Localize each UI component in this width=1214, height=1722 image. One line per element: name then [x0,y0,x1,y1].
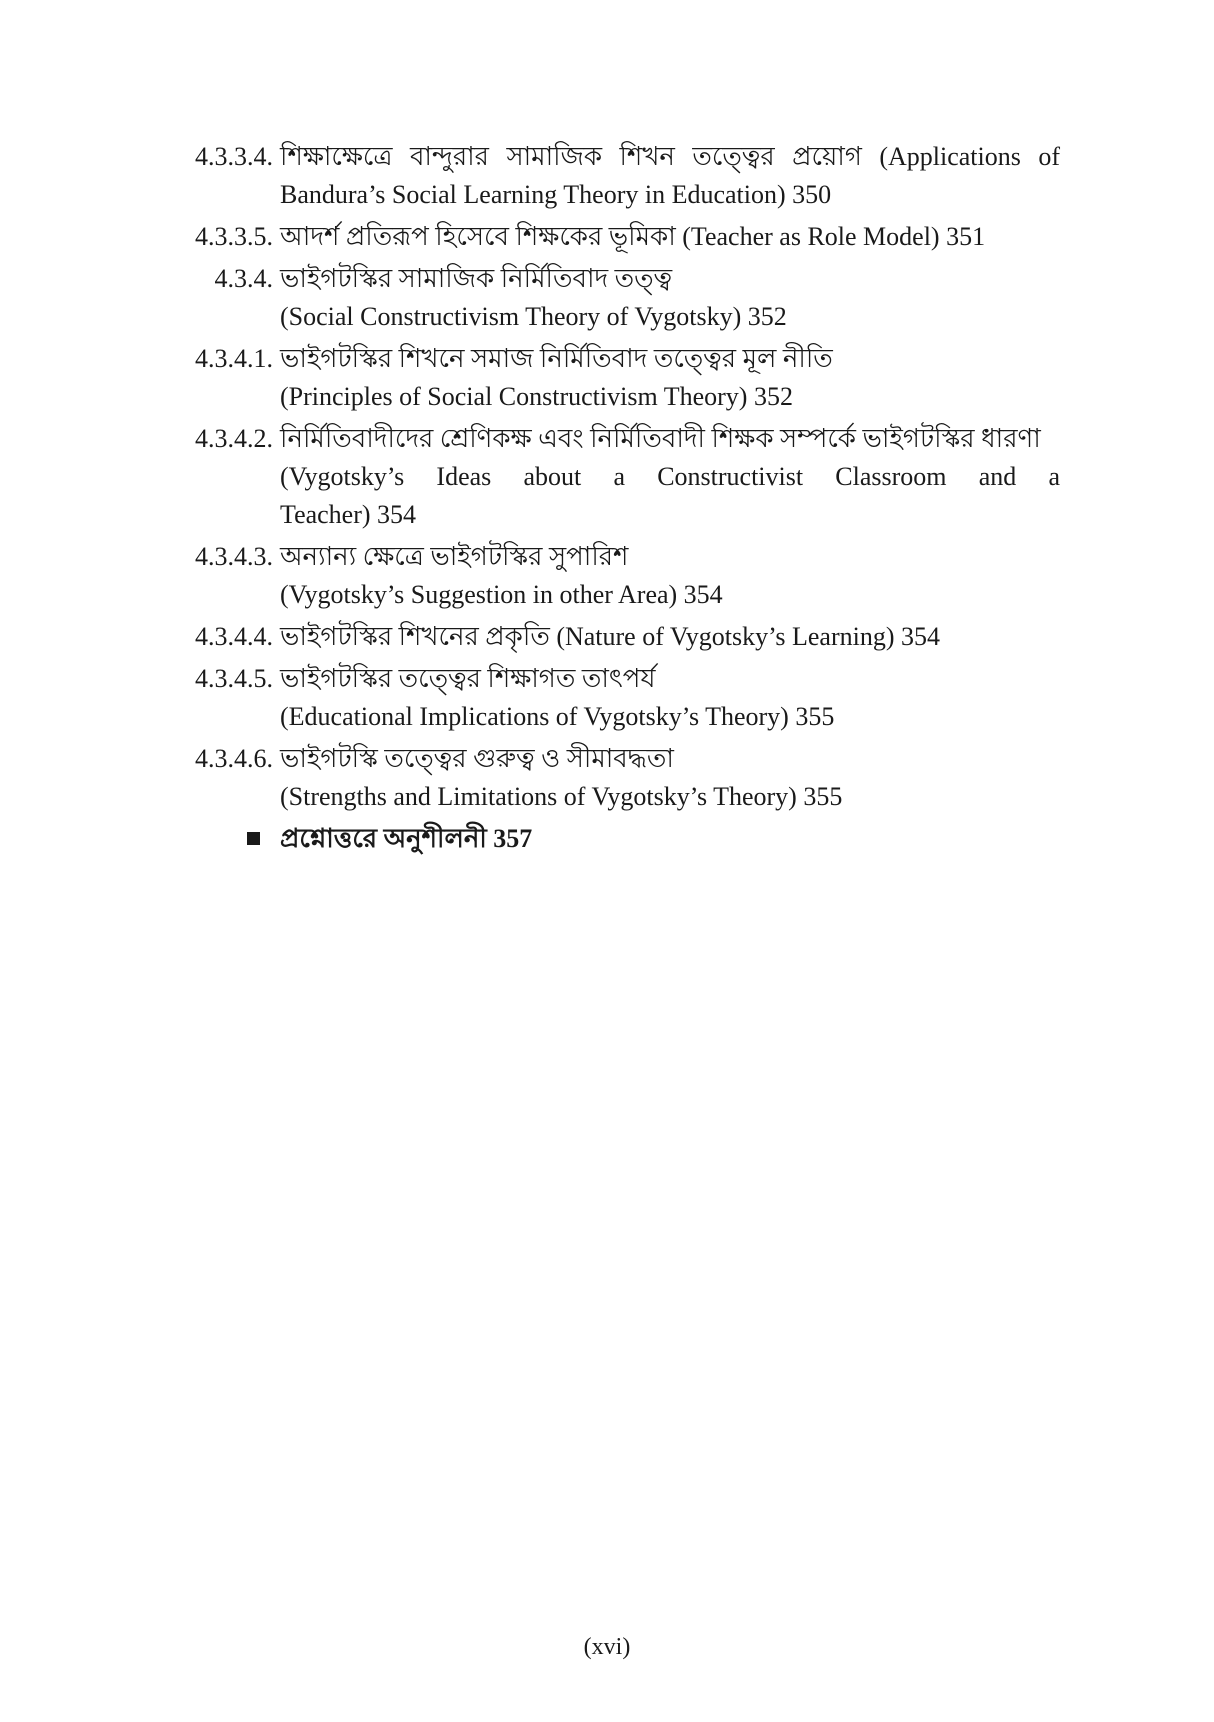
table-of-contents [175,138,1060,858]
entry-title [280,260,1060,336]
toc-entry-4-3-3-4 [175,138,1060,214]
entry-number: 4.3.3.4. [195,142,273,171]
entry-line: (Vygotsky’s Ideas about a Constructivist Classroom and a [280,462,1060,491]
toc-entry-4-3-4-1 [175,340,1060,416]
entry-number: 4.3.4.2. [195,424,273,453]
toc-entry-4-3-4-3 [175,538,1060,614]
entry-line: ভাইগটস্কির শিখনে সমাজ নির্মিতিবাদ তত্ত্বের মূল নীতি [280,344,833,373]
entry-line: (Principles of Social Constructivism Theory) 352 [280,382,793,411]
entry-line: শিক্ষাক্ষেত্রে বান্দুরার সামাজিক শিখন তত্ত্বের প্রয়োগ (Applications of [280,142,1060,171]
exercise-title: প্রশ্নোত্তরে অনুশীলনী 357 [280,824,533,853]
square-bullet-icon [247,832,260,845]
entry-title [280,218,1060,256]
exercise-entry [175,820,1060,858]
entry-title [280,340,1060,416]
entry-title [280,138,1060,214]
entry-line: Teacher) 354 [280,500,417,529]
entry-number: 4.3.3.5. [195,222,273,251]
entry-line: Bandura’s Social Learning Theory in Education) 350 [280,180,832,209]
page-number: (xvi) [583,1634,631,1660]
entry-number: 4.3.4.5. [195,664,273,693]
entry-number: 4.3.4.3. [195,542,273,571]
entry-number: 4.3.4.1. [195,344,273,373]
entry-title [280,740,1060,816]
entry-title [280,420,1060,534]
toc-entry-4-3-4-5 [175,660,1060,736]
toc-entry-4-3-4-6 [175,740,1060,816]
entry-line: ভাইগটস্কির তত্ত্বের শিক্ষাগত তাৎপর্য [280,664,656,693]
entry-number: 4.3.4.4. [195,622,273,651]
entry-title [280,660,1060,736]
entry-line: ভাইগটস্কির শিখনের প্রকৃতি (Nature of Vygotsky’s Learning) 354 [280,622,940,651]
entry-line: (Vygotsky’s Suggestion in other Area) 354 [280,580,723,609]
toc-entry-4-3-4-4 [175,618,1060,656]
entry-number: 4.3.4.6. [195,744,273,773]
entry-line: আদর্শ প্রতিরূপ হিসেবে শিক্ষকের ভূমিকা (Teacher as Role Model) 351 [280,222,986,251]
entry-line: (Educational Implications of Vygotsky’s Theory) 355 [280,702,835,731]
entry-line: নির্মিতিবাদীদের শ্রেণিকক্ষ এবং নির্মিতিবাদী শিক্ষক সম্পর্কে ভাইগটস্কির ধারণা [280,424,1041,453]
toc-entry-4-3-4 [175,260,1060,336]
entry-title [280,618,1060,656]
entry-line: ভাইগটস্কি তত্ত্বের গুরুত্ব ও সীমাবদ্ধতা [280,744,674,773]
entry-line: ভাইগটস্কির সামাজিক নির্মিতিবাদ তত্ত্ব [280,264,673,293]
toc-entry-4-3-3-5 [175,218,1060,256]
entry-line: (Strengths and Limitations of Vygotsky’s Theory) 355 [280,782,843,811]
entry-number: 4.3.4. [214,264,273,293]
toc-entry-4-3-4-2 [175,420,1060,534]
entry-line: (Social Constructivism Theory of Vygotsky) 352 [280,302,787,331]
entry-line: অন্যান্য ক্ষেত্রে ভাইগটস্কির সুপারিশ [280,542,629,571]
entry-title [280,538,1060,614]
